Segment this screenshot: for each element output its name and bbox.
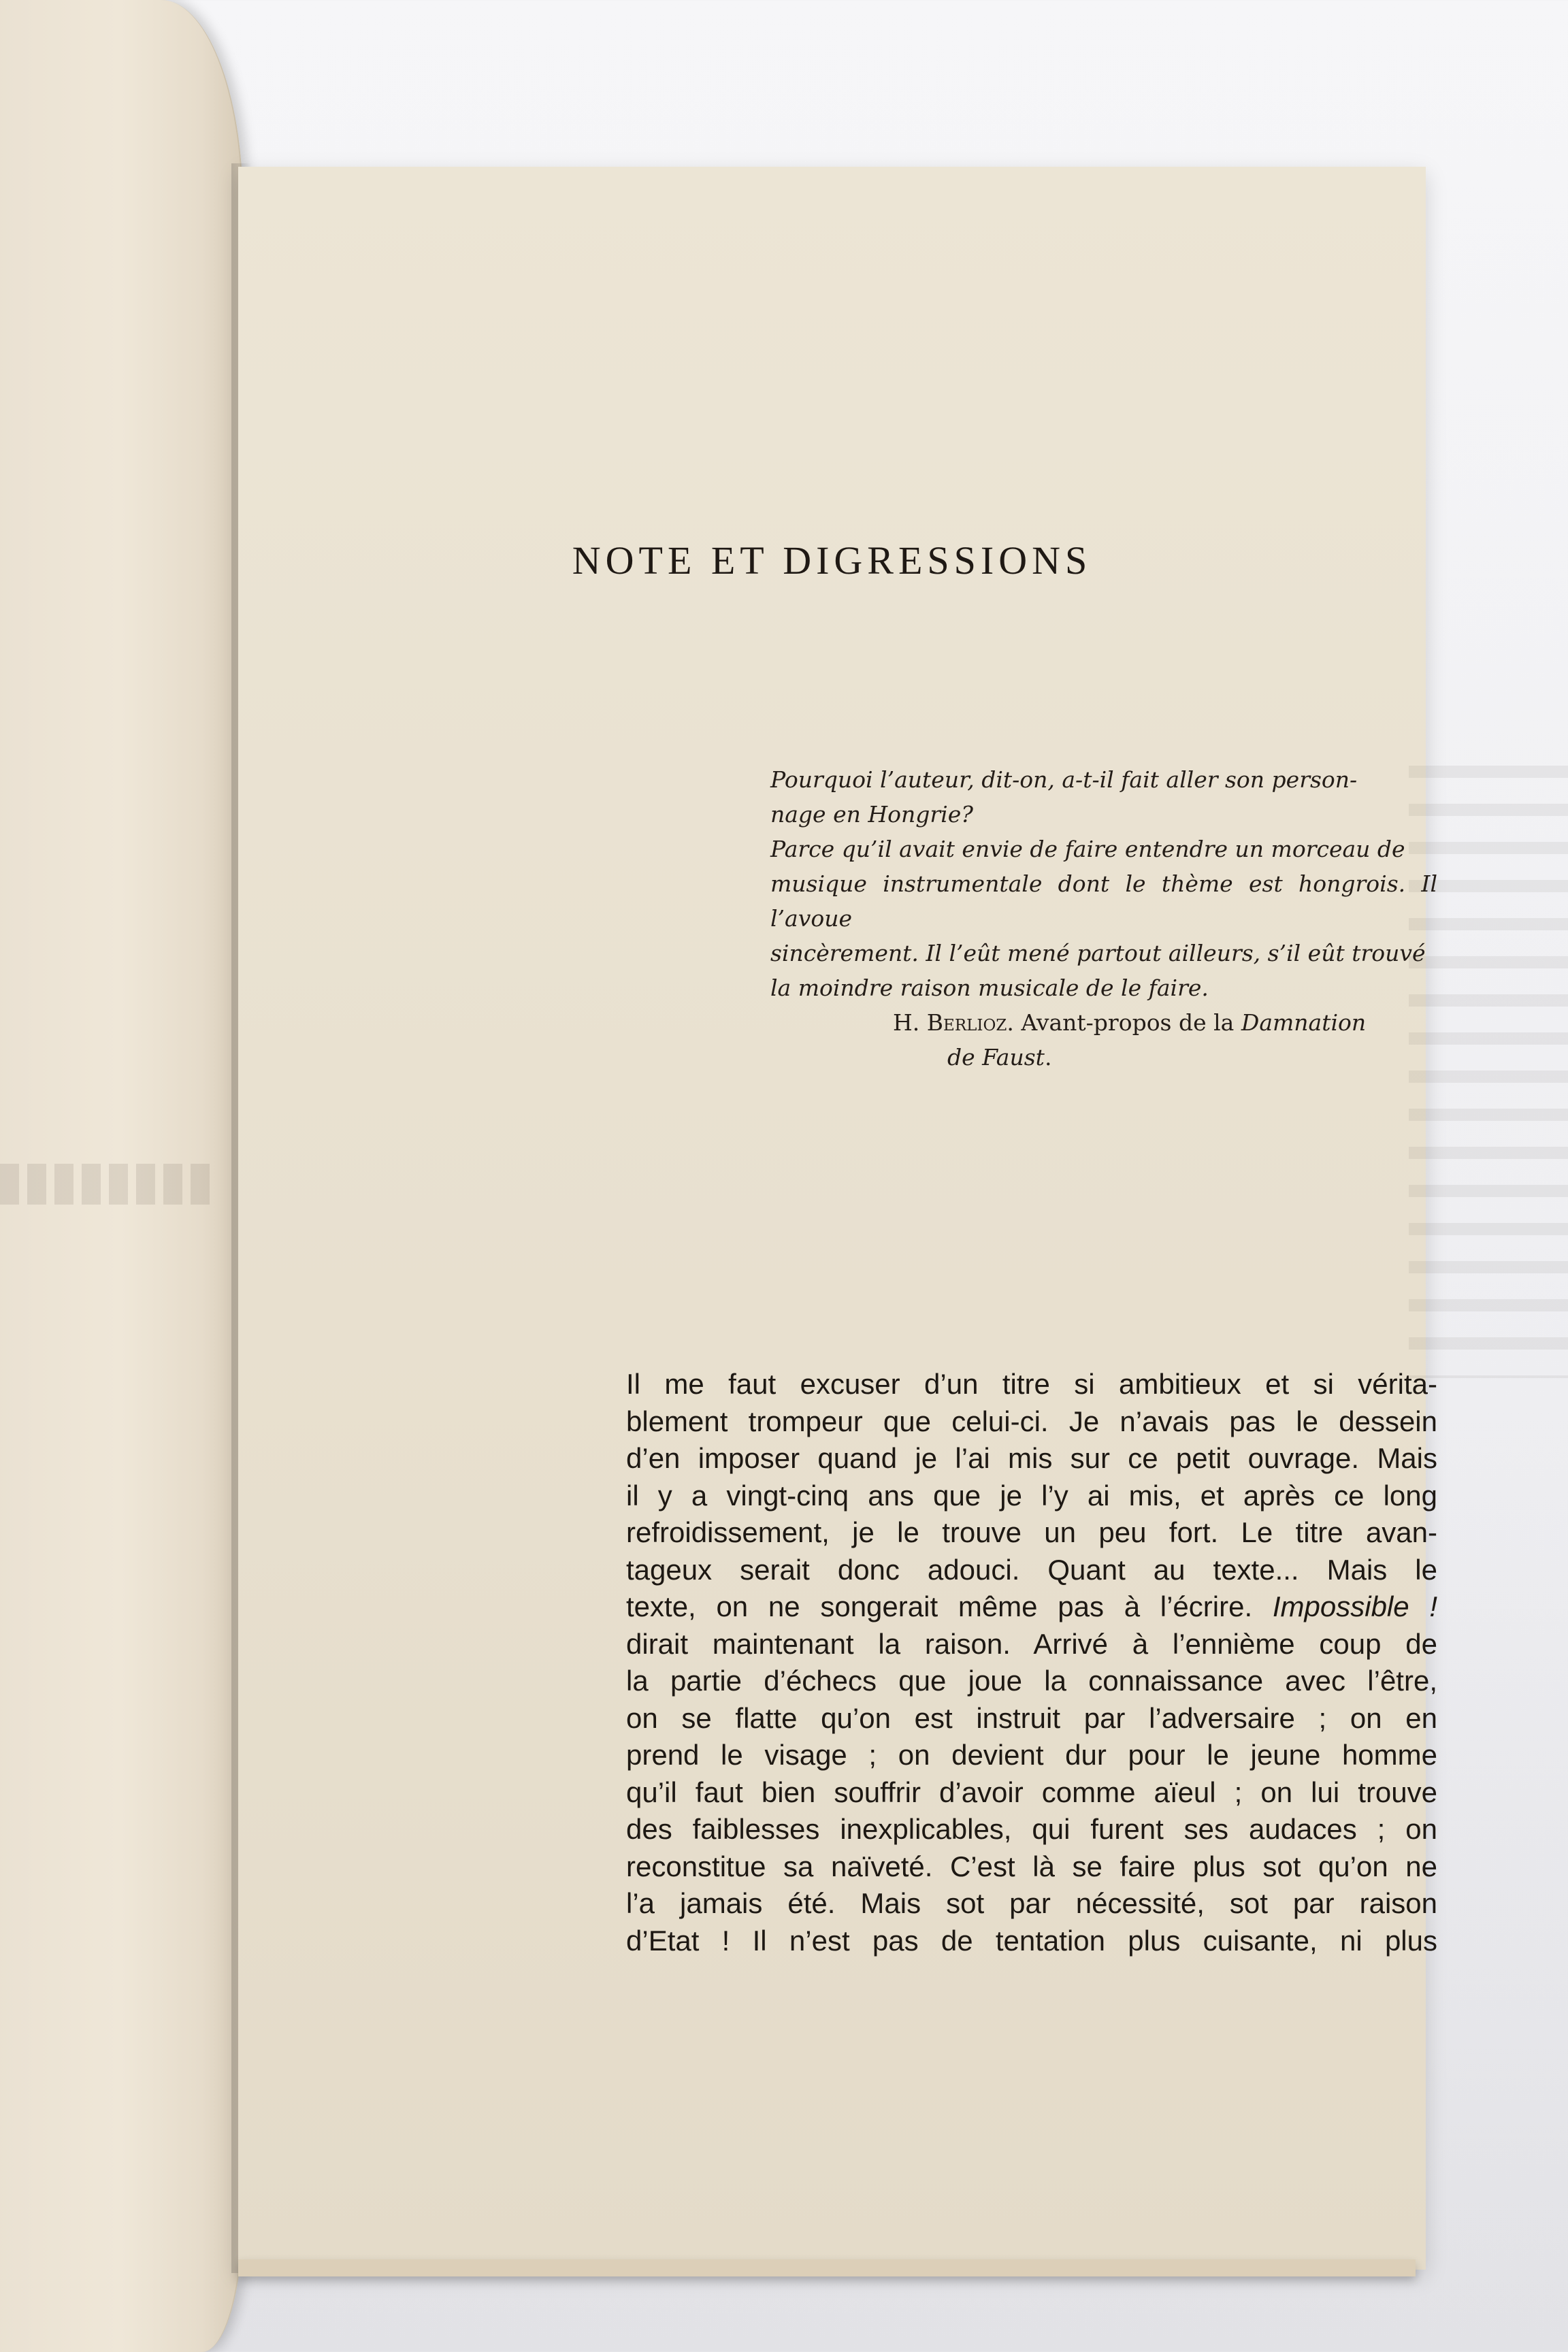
source-title: Damnation xyxy=(1241,1009,1367,1036)
source-title-continued xyxy=(947,1040,1437,1075)
body-line: des faiblesses inexplicables, qui furent ses audaces ; on xyxy=(626,1813,1437,1845)
body-line: on se flatte qu’on est instruit par l’adversaire ; on en xyxy=(626,1701,1437,1734)
page-bottom-edge xyxy=(238,2259,1416,2276)
epigraph xyxy=(770,762,1437,1075)
body-line: reconstitue sa naïveté. C’est là se faire plus sot qu’on ne xyxy=(626,1850,1437,1882)
author-name: Berlioz xyxy=(926,1009,1007,1036)
body-line: l’a jamais été. Mais sot par nécessité, sot par raison xyxy=(626,1887,1437,1919)
epigraph-line: la moindre raison musicale de le faire. xyxy=(770,975,1209,1001)
source-title-part: de Faust xyxy=(947,1044,1045,1071)
page-content xyxy=(238,167,1438,2270)
body-line: d’Etat ! Il n’est pas de tentation plus cuisante, ni plus xyxy=(626,1924,1437,1957)
body-line: tageux serait donc adouci. Quant au texte... Mais le xyxy=(626,1553,1437,1586)
body-line: il y a vingt-cinq ans que je l’y ai mis, et après ce long xyxy=(626,1479,1437,1512)
epigraph-line: sincèrement. Il l’eût mené partout ailleurs, s’il eût trouvé xyxy=(770,940,1426,966)
body-text xyxy=(626,1366,1437,1959)
source-end: . xyxy=(1044,1044,1052,1071)
epigraph-line: nage en Hongrie? xyxy=(770,801,973,828)
left-facing-page xyxy=(0,0,243,2352)
chapter-title: NOTE ET DIGRESSIONS xyxy=(572,538,1092,583)
body-line: Il me faut excuser d’un titre si ambitieux et si vérita- xyxy=(626,1368,1437,1400)
body-line: dirait maintenant la raison. Arrivé à l’ennième coup de xyxy=(626,1627,1437,1660)
body-line: qu’il faut bien souffrir d’avoir comme aïeul ; on lui trouve xyxy=(626,1776,1437,1808)
body-line-text: texte, on ne songerait même pas à l’écrire. xyxy=(626,1590,1253,1622)
body-line: blement trompeur que celui-ci. Je n’avais pas le dessein xyxy=(626,1405,1437,1437)
emphasis-word: Impossible ! xyxy=(1272,1590,1438,1622)
epigraph-attribution xyxy=(893,1005,1437,1075)
epigraph-line: Pourquoi l’auteur, dit-on, a-t-il fait aller son person- xyxy=(770,766,1358,793)
book-page xyxy=(238,167,1438,2270)
author-initial: H. xyxy=(893,1009,920,1036)
body-line: d’en imposer quand je l’ai mis sur ce petit ouvrage. Mais xyxy=(626,1442,1437,1474)
body-line-with-emphasis xyxy=(626,1588,1437,1626)
epigraph-line: musique instrumentale dont le thème est hongrois. Il l’avoue xyxy=(770,870,1437,932)
body-line: refroidissement, je le trouve un peu fort. Le titre avan- xyxy=(626,1516,1437,1548)
show-through-text xyxy=(0,1164,218,1205)
body-line: prend le visage ; on devient dur pour le jeune homme xyxy=(626,1739,1437,1771)
epigraph-line: Parce qu’il avait envie de faire entendre un morceau de xyxy=(770,836,1405,862)
source-prefix: . Avant-propos de la xyxy=(1007,1009,1241,1036)
body-line: la partie d’échecs que joue la connaissance avec l’être, xyxy=(626,1665,1437,1697)
